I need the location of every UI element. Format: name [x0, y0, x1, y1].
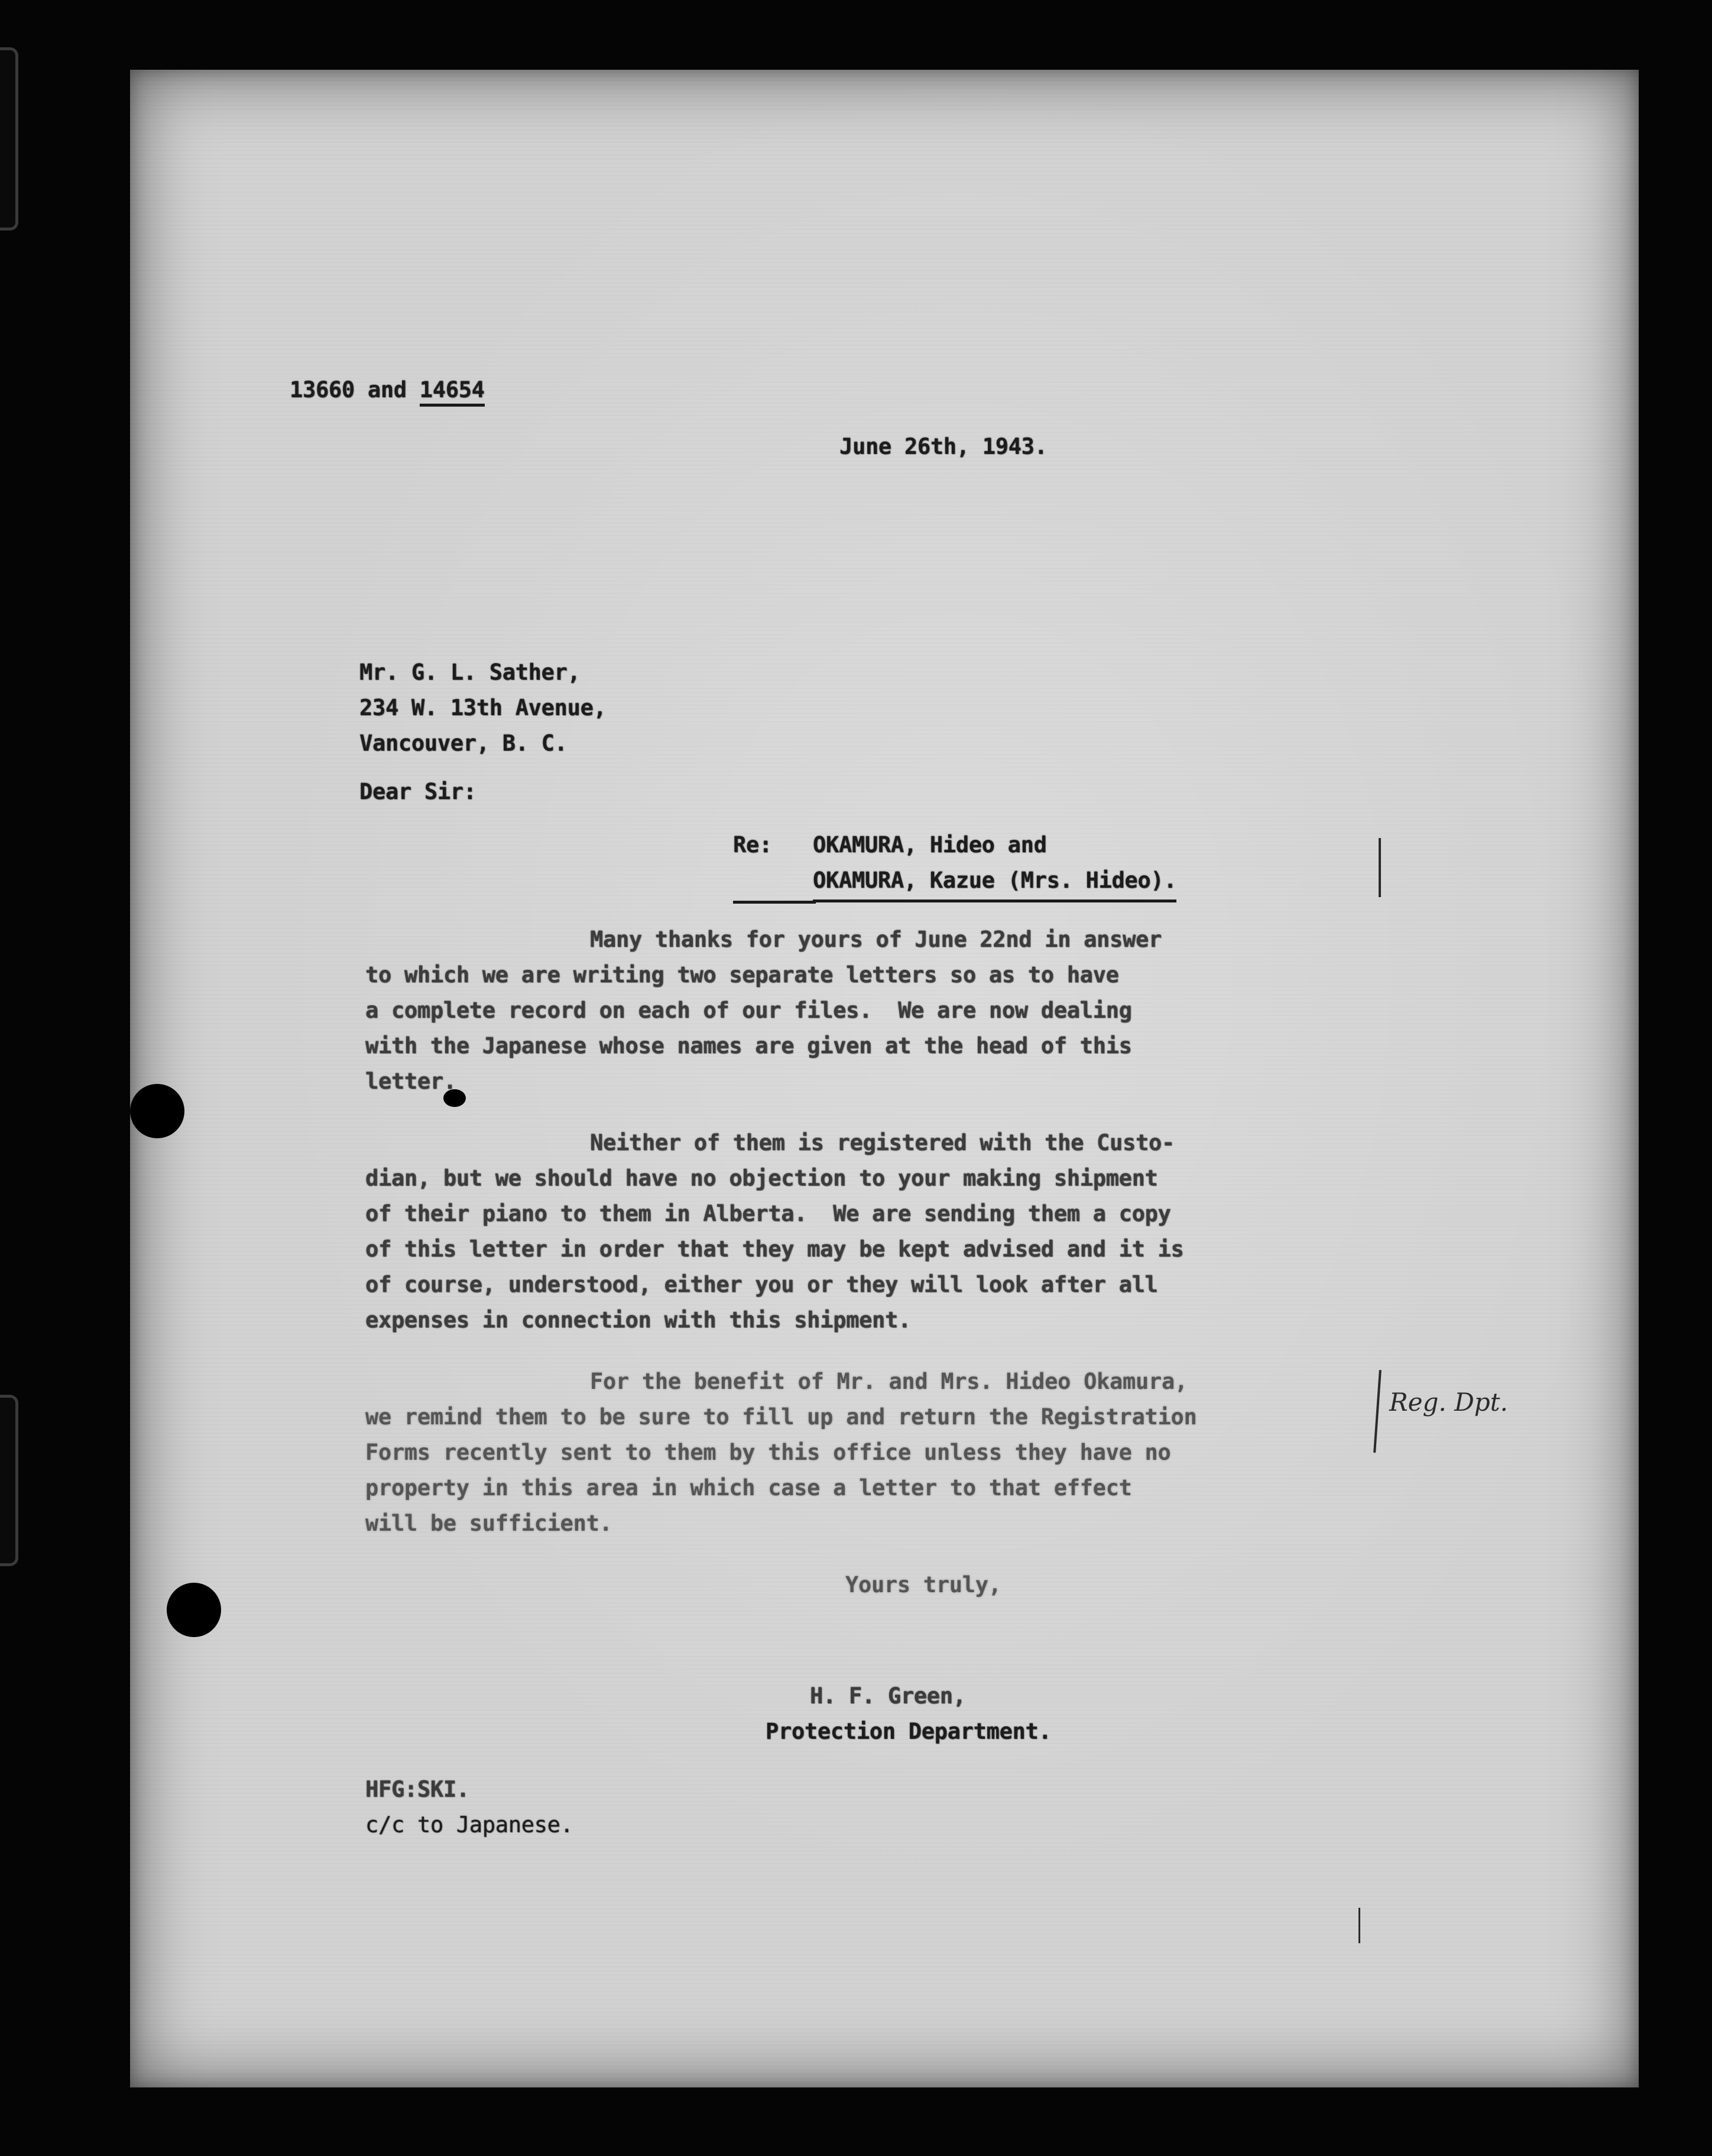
- letter-date: June 26th, 1943.: [839, 434, 1048, 459]
- paragraph-1-line-2: to which we are writing two separate letters so as to have: [365, 962, 1119, 988]
- punch-hole-lower: [167, 1583, 221, 1637]
- recipient-street: 234 W. 13th Avenue,: [359, 695, 607, 720]
- margin-note-bracket: [1373, 1370, 1382, 1453]
- file-number-underlined: 14654: [420, 377, 485, 407]
- paragraph-2-line-5: of course, understood, either you or they will look after all: [365, 1272, 1158, 1297]
- film-edge-tab-top: [0, 47, 18, 230]
- paragraph-3-line-3: Forms recently sent to them by this office unless they have no: [365, 1440, 1171, 1465]
- paragraph-1-line-4: with the Japanese whose names are given at the head of this: [365, 1033, 1132, 1058]
- file-numbers-prefix: 13660 and: [290, 377, 420, 402]
- paragraph-3-line-2: we remind them to be sure to fill up and return the Registration: [365, 1404, 1197, 1430]
- subject-underline-left: [733, 901, 816, 904]
- signature-department: Protection Department.: [766, 1719, 1052, 1744]
- film-edge-tab-bottom: [0, 1395, 18, 1566]
- subject-line-2: OKAMURA, Kazue (Mrs. Hideo).: [813, 863, 1176, 902]
- recipient-name: Mr. G. L. Sather,: [359, 660, 581, 685]
- subject-prefix: Re:: [733, 832, 772, 858]
- paragraph-2-line-4: of this letter in order that they may be kept advised and it is: [365, 1236, 1184, 1262]
- margin-tick-top: [1379, 838, 1381, 897]
- paragraph-3-line-4: property in this area in which case a letter to that effect: [365, 1475, 1132, 1501]
- paragraph-2-line-1: Neither of them is registered with the Custo-: [590, 1130, 1175, 1155]
- paragraph-1-line-5: letter.: [365, 1069, 456, 1094]
- paragraph-3-line-5: will be sufficient.: [365, 1511, 612, 1536]
- punch-hole-upper: [130, 1084, 184, 1138]
- letter-page: [130, 70, 1639, 2087]
- closing: Yours truly,: [845, 1572, 1001, 1597]
- paragraph-2-line-2: dian, but we should have no objection to your making shipment: [365, 1165, 1158, 1191]
- margin-note: Reg. Dpt.: [1389, 1388, 1508, 1417]
- stray-mark: [1358, 1908, 1360, 1943]
- recipient-city: Vancouver, B. C.: [359, 730, 568, 756]
- file-numbers: [290, 372, 485, 408]
- carbon-copy-note: c/c to Japanese.: [365, 1812, 573, 1837]
- paragraph-2-line-3: of their piano to them in Alberta. We are sending them a copy: [365, 1201, 1171, 1226]
- paragraph-2-line-6: expenses in connection with this shipment.: [365, 1307, 911, 1333]
- subject-line-1: OKAMURA, Hideo and: [813, 832, 1047, 858]
- paragraph-3-line-1: For the benefit of Mr. and Mrs. Hideo Okamura,: [590, 1369, 1188, 1394]
- typist-initials: HFG:SKI.: [365, 1777, 469, 1802]
- salutation: Dear Sir:: [359, 779, 476, 804]
- paragraph-1-line-1: Many thanks for yours of June 22nd in answer: [590, 927, 1162, 952]
- signature-name: H. F. Green,: [810, 1683, 966, 1709]
- paragraph-1-line-3: a complete record on each of our files. We are now dealing: [365, 998, 1132, 1023]
